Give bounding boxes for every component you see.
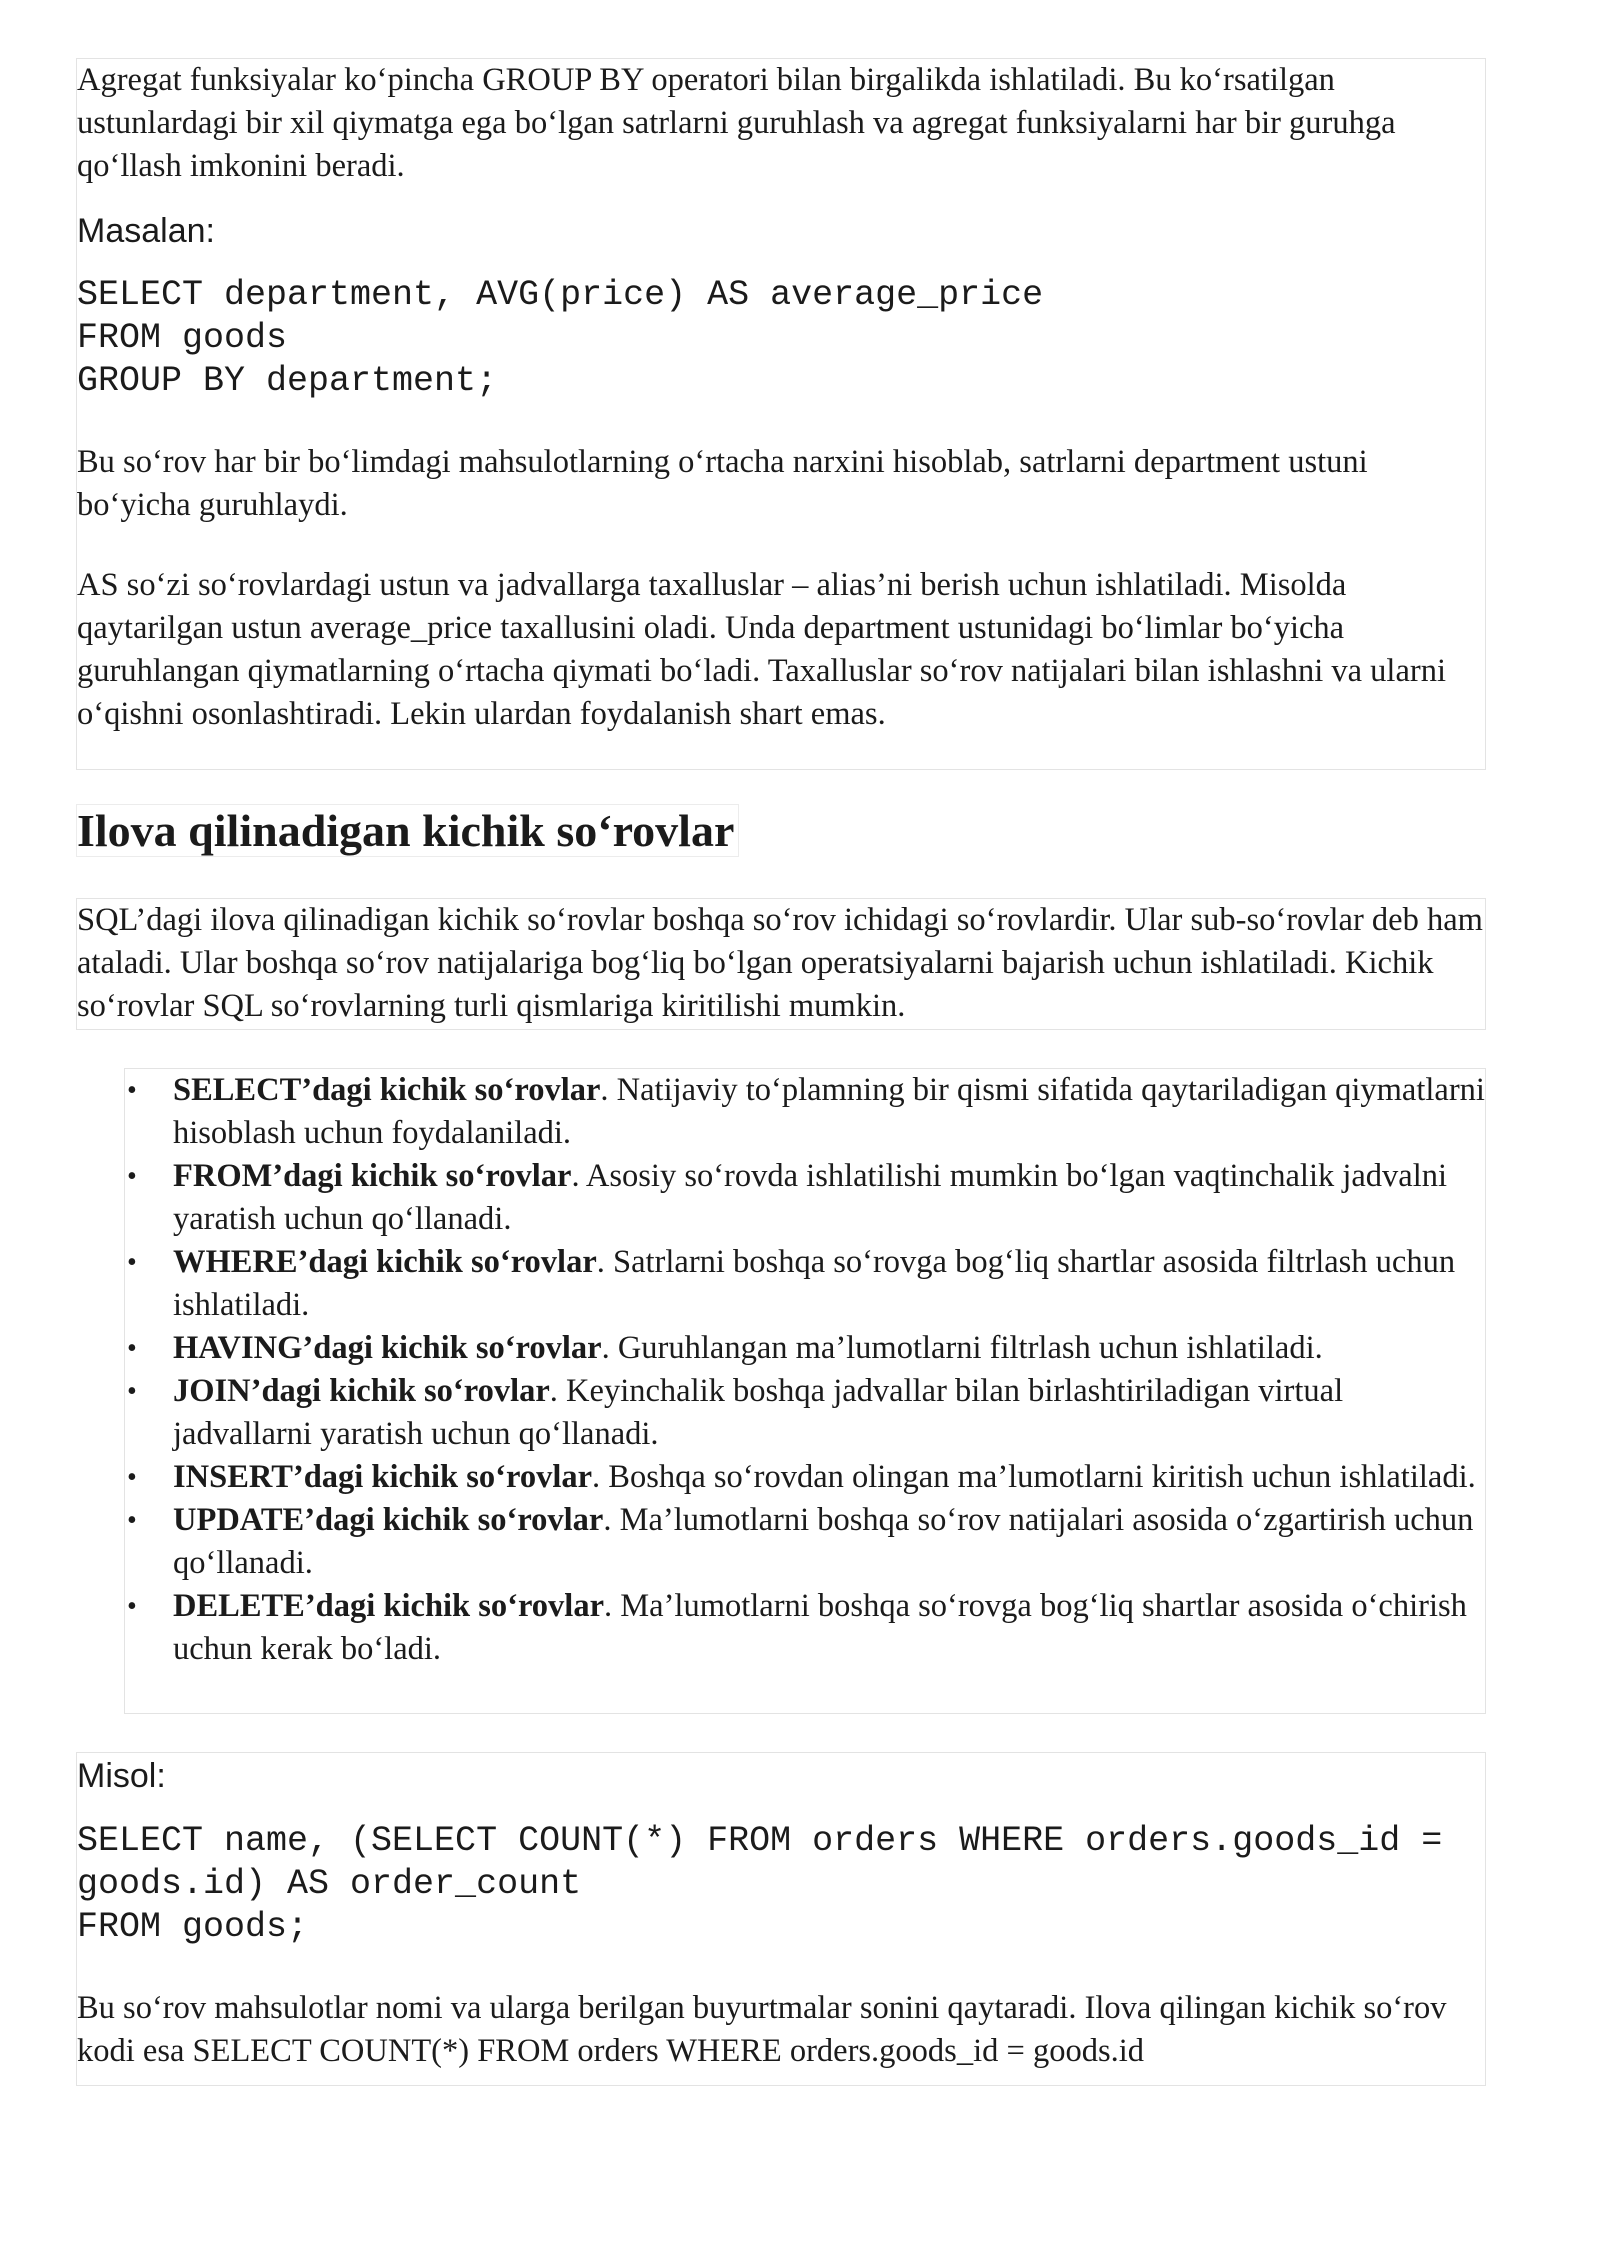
list-item xyxy=(173,1155,1485,1241)
list-item xyxy=(173,1499,1485,1585)
list-item-term: WHERE’dagi kichik so‘rovlar xyxy=(173,1244,597,1280)
code-block-group-by: SELECT department, AVG(price) AS average_price FROM goods GROUP BY department; xyxy=(77,275,1044,401)
list-item-description: . Guruhlangan ma’lumotlarni filtrlash uchun ishlatiladi. xyxy=(601,1330,1323,1366)
list-item xyxy=(173,1585,1485,1671)
section-subqueries-intro xyxy=(76,898,1486,1030)
paragraph-subqueries: SQL’dagi ilova qilinadigan kichik so‘rovlar boshqa so‘rov ichidagi so‘rovlardir. Ular sub-so‘rovlar deb ham ataladi. Ular boshqa so‘rov natijalariga bog‘liq bo‘lgan operatsiyalarni bajarish uchun ishlatiladi. Kichik so‘rovlar SQL so‘rovlarning turli qismlariga kiritilishi mumkin. xyxy=(77,902,1483,1024)
list-item-term: HAVING’dagi kichik so‘rovlar xyxy=(173,1330,602,1366)
list-item xyxy=(173,1069,1485,1155)
paragraph-alias: AS so‘zi so‘rovlardagi ustun va jadvallarga taxalluslar – alias’ni berish uchun ishlatiladi. Misolda qaytarilgan ustun average_price taxallusini oladi. Unda department ustunidagi bo‘limlar bo‘yicha guruhlangan qiymatlarning o‘rtacha qiymati bo‘ladi. Taxalluslar so‘rov natijalari bilan ishlashni va ularni o‘qishni osonlashtiradi. Lekin ulardan foydalanish shart emas. xyxy=(77,567,1446,732)
paragraph-group-explanation: Bu so‘rov har bir bo‘limdagi mahsulotlarning o‘rtacha narxini hisoblab, satrlarni department ustuni bo‘yicha guruhlaydi. xyxy=(77,444,1368,523)
paragraph-example-explanation: Bu so‘rov mahsulotlar nomi va ularga berilgan buyurtmalar sonini qaytaradi. Ilova qilingan kichik so‘rov kodi esa SELECT COUNT(*) FROM orders WHERE orders.goods_id = goods.id xyxy=(77,1990,1447,2069)
section-heading xyxy=(76,802,1486,862)
example-label-2: Misol: xyxy=(77,1757,166,1795)
list-item-description: . Ma’lumotlarni boshqa so‘rov natijalari asosida o‘zgartirish uchun qo‘llanadi. xyxy=(173,1502,1474,1581)
section-example xyxy=(76,1752,1486,2086)
list-item xyxy=(173,1327,1485,1370)
section-group-by xyxy=(76,58,1486,770)
list-item-description: . Boshqa so‘rovdan olingan ma’lumotlarni kiritish uchun ishlatiladi. xyxy=(592,1459,1476,1495)
list-item-term: INSERT’dagi kichik so‘rovlar xyxy=(173,1459,593,1495)
code-block-subquery: SELECT name, (SELECT COUNT(*) FROM orders WHERE orders.goods_id = goods.id) AS order_count FROM goods; xyxy=(77,1821,1443,1947)
list-item xyxy=(173,1370,1485,1456)
list-item-description: . Keyinchalik boshqa jadvallar bilan birlashtiriladigan virtual jadvallarni yaratish uchun qo‘llanadi. xyxy=(173,1373,1344,1452)
list-item xyxy=(173,1241,1485,1327)
list-item-description: . Natijaviy to‘plamning bir qismi sifatida qaytariladigan qiymatlarni hisoblash uchun foydalaniladi. xyxy=(173,1072,1485,1151)
heading-subqueries: Ilova qilinadigan kichik so‘rovlar xyxy=(76,804,739,857)
subquery-types-list xyxy=(124,1068,1486,1714)
list-item-term: FROM’dagi kichik so‘rovlar xyxy=(173,1158,572,1194)
list-item xyxy=(173,1456,1485,1499)
list-item-term: DELETE’dagi kichik so‘rovlar xyxy=(173,1588,605,1624)
list-item-description: . Asosiy so‘rovda ishlatilishi mumkin bo‘lgan vaqtinchalik jadvalni yaratish uchun qo‘llanadi. xyxy=(173,1158,1448,1237)
list-item-description: . Ma’lumotlarni boshqa so‘rovga bog‘liq shartlar asosida o‘chirish uchun kerak bo‘ladi. xyxy=(173,1588,1467,1667)
list-item-description: . Satrlarni boshqa so‘rovga bog‘liq shartlar asosida filtrlash uchun ishlatiladi. xyxy=(173,1244,1456,1323)
example-label: Masalan: xyxy=(77,212,215,250)
intro-paragraph: Agregat funksiyalar ko‘pincha GROUP BY operatori bilan birgalikda ishlatiladi. Bu ko‘rsatilgan ustunlardagi bir xil qiymatga ega bo‘lgan satrlarni guruhlash va agregat funksiyalarni har bir guruhga qo‘llash imkonini beradi. xyxy=(77,62,1396,184)
list-item-term: JOIN’dagi kichik so‘rovlar xyxy=(173,1373,550,1409)
list-item-term: SELECT’dagi kichik so‘rovlar xyxy=(173,1072,601,1108)
list-item-term: UPDATE’dagi kichik so‘rovlar xyxy=(173,1502,604,1538)
